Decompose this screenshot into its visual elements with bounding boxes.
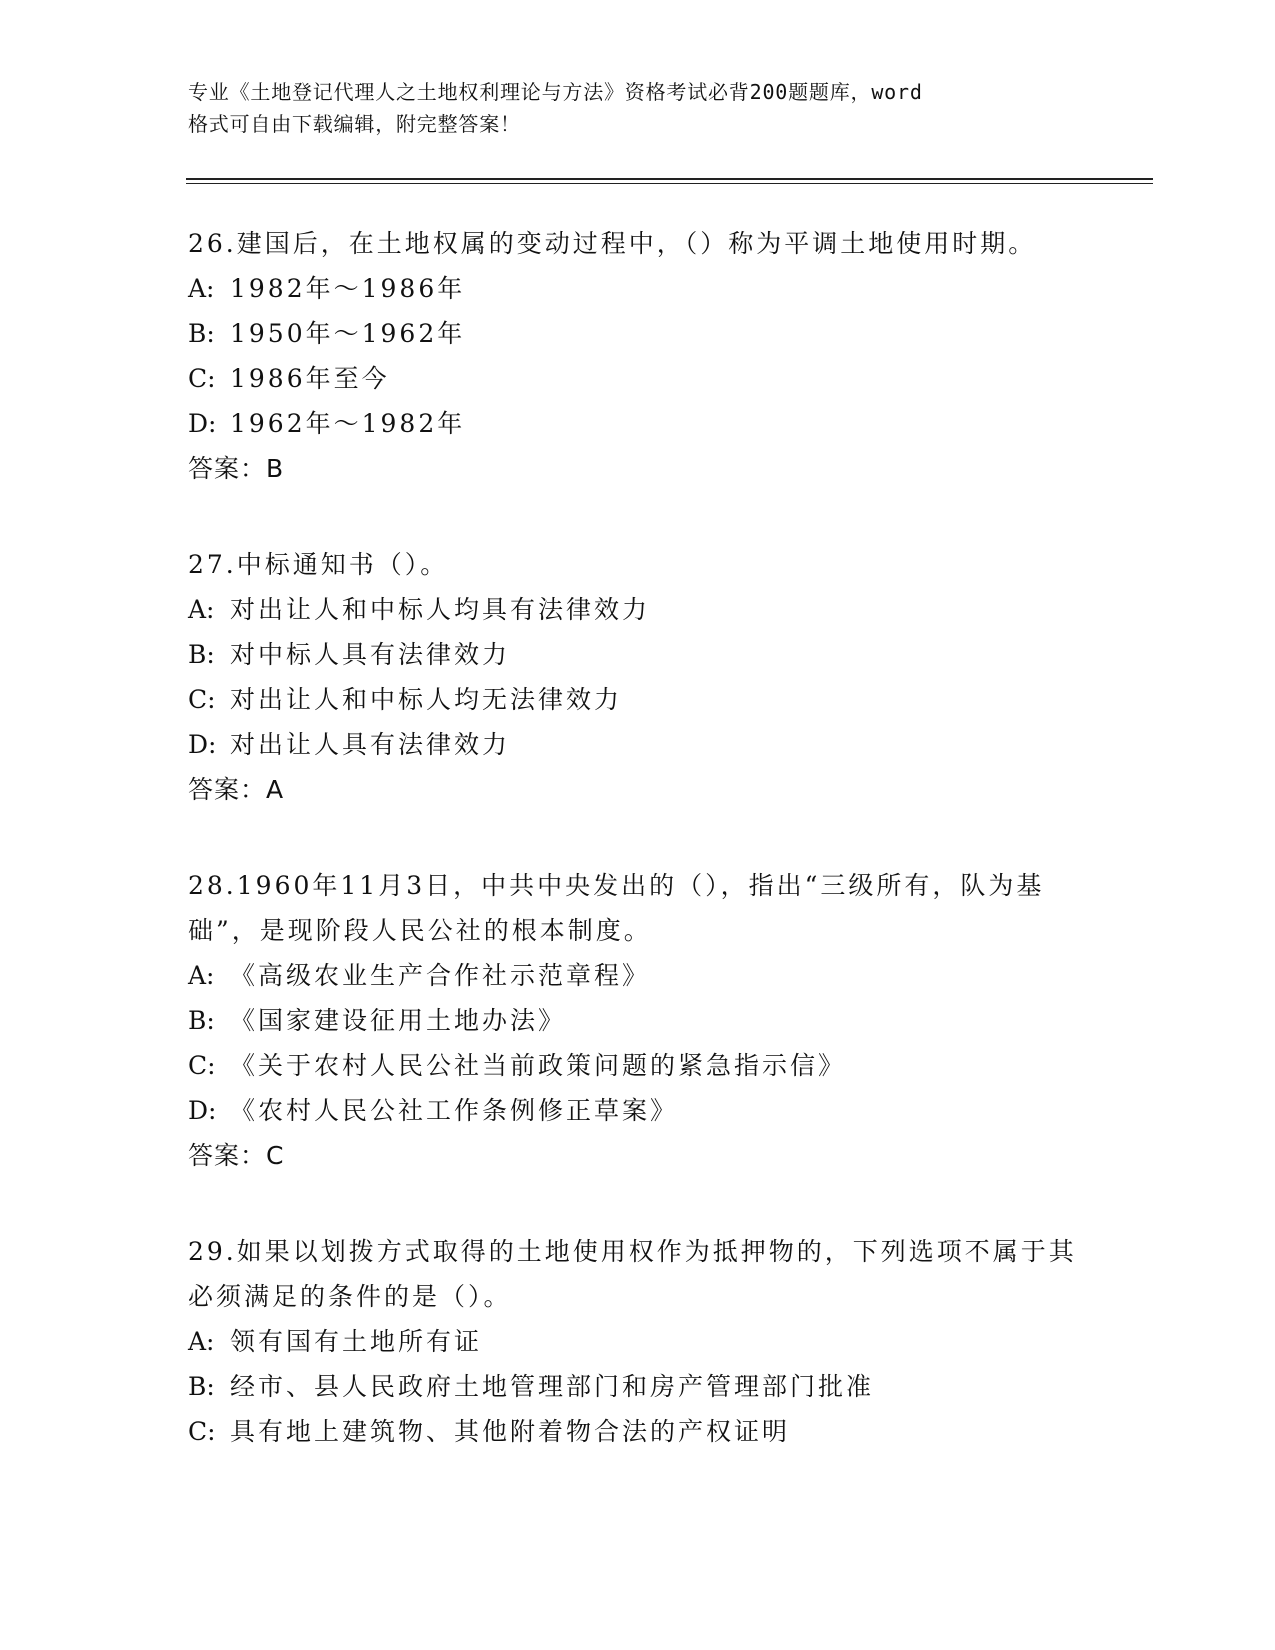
option-letter: D:: [188, 1096, 217, 1125]
question-29: [188, 1229, 1088, 1454]
option-letter: A:: [188, 1327, 215, 1356]
header-line-2: 格式可自由下载编辑，附完整答案！: [188, 112, 521, 136]
option-text: 1986年至今: [230, 364, 390, 393]
option-b: [188, 998, 1088, 1043]
option-letter: B:: [188, 1372, 215, 1401]
option-a: [188, 587, 1088, 632]
option-letter: B:: [188, 1006, 215, 1035]
option-text: 1962年～1982年: [230, 409, 466, 438]
header-line-1: 专业《土地登记代理人之土地权利理论与方法》资格考试必背200题题库，word: [188, 80, 923, 104]
option-c: [188, 677, 1088, 722]
option-letter: D:: [188, 409, 217, 438]
question-stem: 27.中标通知书（）。: [188, 550, 449, 579]
question-stem: 29.如果以划拨方式取得的土地使用权作为抵押物的，下列选项不属于其必须满足的条件的是（）。: [188, 1237, 1077, 1311]
option-a: [188, 1319, 1088, 1364]
answer-label: 答案：A: [188, 775, 285, 804]
option-text: 1982年～1986年: [230, 274, 466, 303]
option-letter: A:: [188, 961, 215, 990]
option-text: 《高级农业生产合作社示范章程》: [230, 961, 651, 990]
option-text: 经市、县人民政府土地管理部门和房产管理部门批准: [230, 1372, 875, 1401]
document-header: [188, 76, 1068, 140]
option-text: 对出让人和中标人均无法律效力: [230, 685, 623, 714]
option-a: [188, 266, 1088, 311]
option-b: [188, 311, 1088, 356]
option-text: 领有国有土地所有证: [230, 1327, 483, 1356]
question-27: [188, 542, 1088, 812]
option-letter: B:: [188, 319, 215, 348]
option-text: 具有地上建筑物、其他附着物合法的产权证明: [230, 1417, 791, 1446]
question-stem: 26.建国后，在土地权属的变动过程中，（）称为平调土地使用时期。: [188, 229, 1037, 258]
option-text: 对中标人具有法律效力: [230, 640, 511, 669]
option-d: [188, 401, 1088, 446]
option-c: [188, 1409, 1088, 1454]
answer-label: 答案：C: [188, 1141, 285, 1170]
option-d: [188, 722, 1088, 767]
option-c: [188, 1043, 1088, 1088]
option-a: [188, 953, 1088, 998]
option-letter: C:: [188, 685, 216, 714]
option-letter: C:: [188, 1417, 216, 1446]
question-28: [188, 863, 1088, 1178]
option-letter: D:: [188, 730, 217, 759]
option-b: [188, 1364, 1088, 1409]
option-text: 1950年～1962年: [230, 319, 466, 348]
header-divider-thick: [186, 178, 1153, 180]
option-letter: C:: [188, 1051, 216, 1080]
option-text: 对出让人具有法律效力: [230, 730, 511, 759]
header-divider-thin: [186, 183, 1153, 184]
option-d: [188, 1088, 1088, 1133]
option-letter: A:: [188, 595, 215, 624]
option-text: 《农村人民公社工作条例修正草案》: [230, 1096, 679, 1125]
option-text: 对出让人和中标人均具有法律效力: [230, 595, 651, 624]
option-letter: B:: [188, 640, 215, 669]
question-stem: 28.1960年11月3日，中共中央发出的（），指出“三级所有，队为基础”，是现阶段人民公社的根本制度。: [188, 871, 1045, 945]
option-c: [188, 356, 1088, 401]
option-letter: C:: [188, 364, 216, 393]
option-text: 《关于农村人民公社当前政策问题的紧急指示信》: [230, 1051, 847, 1080]
answer-label: 答案：B: [188, 454, 285, 483]
option-text: 《国家建设征用土地办法》: [230, 1006, 567, 1035]
option-b: [188, 632, 1088, 677]
question-26: [188, 221, 1088, 491]
option-letter: A:: [188, 274, 215, 303]
